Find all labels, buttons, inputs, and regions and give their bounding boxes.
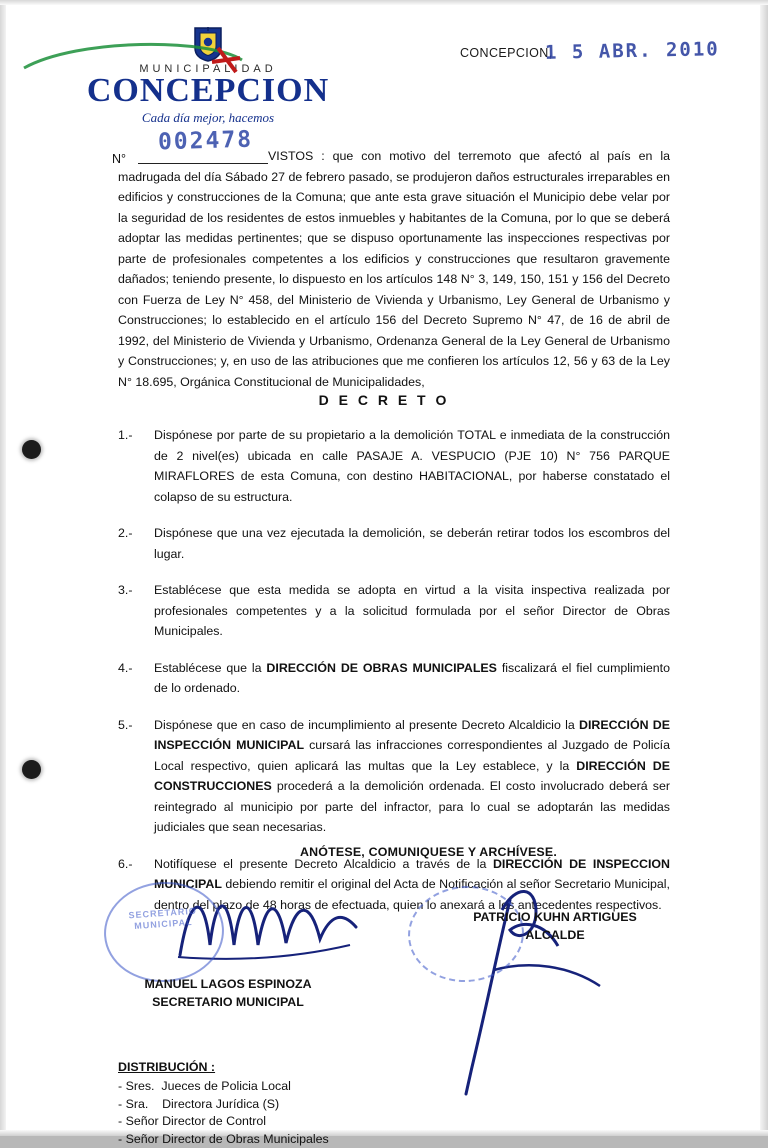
decree-item-text <box>154 523 670 564</box>
body-text: debiendo remitir el original del Acta de Notificación al señor Secretario Municipal, dentro del plazo de 48 horas de efectuada, quien lo anexará a los antecedentes respectivos. <box>154 877 670 912</box>
distribution-item: - Sra. Directora Jurídica (S) <box>118 1096 329 1114</box>
page-edge-right <box>760 0 768 1136</box>
punch-hole-top <box>22 440 41 459</box>
distribution-item: - Sres. Jueces de Policia Local <box>118 1078 329 1096</box>
decree-item-number: 5.- <box>118 715 154 838</box>
decree-item-number: 6.- <box>118 854 154 916</box>
mayor-title: ALCALDE <box>430 926 680 944</box>
page-edge-top <box>0 0 768 5</box>
secretary-stamp: SECRETARIO MUNICIPAL <box>101 878 228 986</box>
page-edge-left <box>0 0 6 1136</box>
distribution-item: - Señor Director de Obras Municipales <box>118 1131 329 1148</box>
decree-item <box>118 523 670 564</box>
distribution-list <box>118 1078 329 1148</box>
decree-item <box>118 715 670 838</box>
punch-hole-bottom <box>22 760 41 779</box>
logo-city-word: CONCEPCION <box>78 74 338 108</box>
body-text: Dispónese por parte de su propietario a la demolición TOTAL e inmediata de la construcción de 2 nivel(es) ubicada en calle PASAJE A. VESPUCIO (PJE 10) N° 756 PARQUE MIRAFLORES de esta Comuna, con destino HABITACIONAL, por haberse constatado el colapso de su estructura. <box>154 428 670 504</box>
decree-number-label: N° <box>112 152 126 166</box>
body-text: cursará las infracciones correspondientes al Juzgado de Policía Local respectivo, quien aplicará las multas que la Ley establece, y la <box>154 738 670 773</box>
body-text: procederá a la demolición ordenada. El costo involucrado deberá ser reintegrado al municipio por parte del infractor, para lo cual se adoptarán las medidas judiciales que sean necesarias. <box>154 779 670 834</box>
decree-item <box>118 425 670 507</box>
decree-item-text <box>154 425 670 507</box>
body-text: Dispónese que una vez ejecutada la demolición, se deberán retirar todos los escombros del lugar. <box>154 526 670 561</box>
decree-item-number: 1.- <box>118 425 154 507</box>
page-edge-bottom <box>0 1130 768 1136</box>
logo-slogan: Cada día mejor, hacemos <box>78 110 338 126</box>
body-text: Establécese que la <box>154 661 266 675</box>
decree-item <box>118 658 670 699</box>
decree-item-text <box>154 580 670 642</box>
decreto-title: D E C R E T O <box>0 392 768 408</box>
decree-item-text <box>154 658 670 699</box>
date-stamp: 1 5 ABR. 2010 <box>545 38 720 64</box>
decree-number-value: 002478 <box>158 127 254 156</box>
decree-item-text <box>154 715 670 838</box>
distribution-title: DISTRIBUCIÓN : <box>118 1060 215 1074</box>
body-text: Dispónese que en caso de incumplimiento al presente Decreto Alcaldicio la <box>154 718 579 732</box>
municipality-logo <box>78 26 338 126</box>
body-text: Establécese que esta medida se adopta en virtud a la visita inspectiva realizada por profesionales competentes y a la solicitud formulada por el señor Director de Obras Municipales. <box>154 583 670 638</box>
body-text: fiscalizará el fiel cumplimiento de lo ordenado. <box>154 661 670 696</box>
place-label: CONCEPCION, <box>460 46 553 60</box>
emphasis-text: DIRECCIÓN DE OBRAS MUNICIPALES <box>266 661 497 675</box>
decree-item <box>118 580 670 642</box>
decree-item-number: 4.- <box>118 658 154 699</box>
closing-line: ANÓTESE, COMUNIQUESE Y ARCHÍVESE. <box>300 845 557 859</box>
secretary-signature-block <box>88 975 368 1011</box>
mayor-signature-block <box>430 908 680 944</box>
mayor-name: PATRICIO KUHN ARTIGUES <box>430 908 680 926</box>
emphasis-text: DIRECCIÓN DE INSPECCIÓN MUNICIPAL <box>154 718 670 753</box>
distribution-item: - Señor Director de Control <box>118 1113 329 1131</box>
decree-item-number: 3.- <box>118 580 154 642</box>
body-text: Notifíquese el presente Decreto Alcaldicio a través de la <box>154 857 493 871</box>
decree-item-text <box>154 854 670 916</box>
secretary-name: MANUEL LAGOS ESPINOZA <box>88 975 368 993</box>
emphasis-text: DIRECCIÓN DE INSPECCION MUNICIPAL <box>154 857 670 892</box>
decree-item-number: 2.- <box>118 523 154 564</box>
emphasis-text: DIRECCIÓN DE CONSTRUCCIONES <box>154 759 670 794</box>
coat-of-arms-icon <box>193 26 223 62</box>
logo-municipality-word: MUNICIPALIDAD <box>78 63 338 75</box>
vistos-paragraph: VISTOS : que con motivo del terremoto que afectó al país en la madrugada del día Sábado 27 de febrero pasado, se produjeron daños estructurales irreparables en edificios y construcciones de la Comuna; que ante esta grave situación el Municipio debe velar por la seguridad de los residentes de estos inmuebles y habitantes de la Comuna, por lo que se deberá adoptar las medidas pertinentes; que se dispuso oportunamente las inspecciones respectivas por parte de profesionales competentes a los edificios y construcciones que resultaron gravemente dañados; teniendo presente, lo dispuesto en los artículos 148 N° 3, 149, 150, 151 y 156 del Decreto con Fuerza de Ley N° 458, del Ministerio de Vivienda y Urbanismo, Ley General de Urbanismo y Construcciones; lo establecido en el artículo 156 del Decreto Supremo N° 47, de 16 de abril de 1992, del Ministerio de Vivienda y Urbanismo, Ordenanza General de la Ley General de Urbanismo y Construcciones; y, en uso de las atribuciones que me confieren los artículos 12, 56 y 63 de la Ley N° 18.695, Orgánica Constitucional de Municipalidades, <box>118 146 670 392</box>
secretary-title: SECRETARIO MUNICIPAL <box>88 993 368 1011</box>
